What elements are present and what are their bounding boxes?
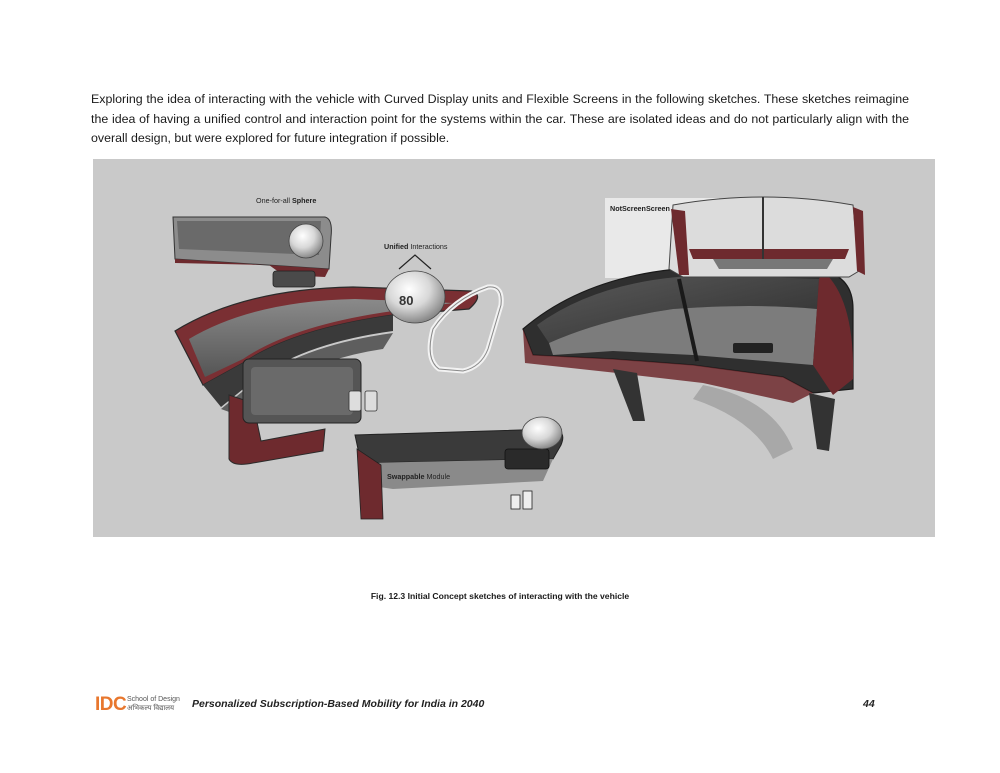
page-footer	[95, 694, 885, 716]
notscreen-windscreen-sketch	[669, 197, 865, 277]
label-notscreenscreen: NotScreenScreen	[610, 204, 670, 213]
document-title: Personalized Subscription-Based Mobility for India in 2040	[192, 698, 485, 710]
sphere-dash-sketch	[173, 217, 331, 287]
concept-sketch-illustration	[93, 159, 935, 537]
logo-line-english: School of Design	[127, 696, 180, 703]
sphere-display-readout: 80	[399, 293, 414, 308]
figure-caption: Fig. 12.3 Initial Concept sketches of interacting with the vehicle	[370, 591, 630, 601]
label-swappable-module: Swappable Module	[387, 472, 451, 481]
flexible-screen-dashboard-sketch	[523, 267, 853, 459]
idc-logo-subtitle	[127, 696, 187, 713]
swappable-module-sketch	[355, 417, 563, 519]
page-number: 44	[863, 698, 875, 710]
idc-logo: IDC	[95, 694, 127, 715]
label-sphere: One-for-all Sphere	[256, 196, 317, 205]
label-unified-interactions: Unified Interactions	[384, 242, 448, 251]
logo-line-hindi: अभिकल्प विद्यालय	[127, 704, 175, 712]
concept-sketch-figure	[93, 159, 935, 537]
intro-paragraph: Exploring the idea of interacting with the vehicle with Curved Display units and Flexible Screens in the following sketches. These sketches reimagine the idea of having a unified control and interaction point for the systems within the car. These are isolated ideas and do not particularly align with the overall design, but were explored for future integration if possible.	[91, 92, 909, 145]
